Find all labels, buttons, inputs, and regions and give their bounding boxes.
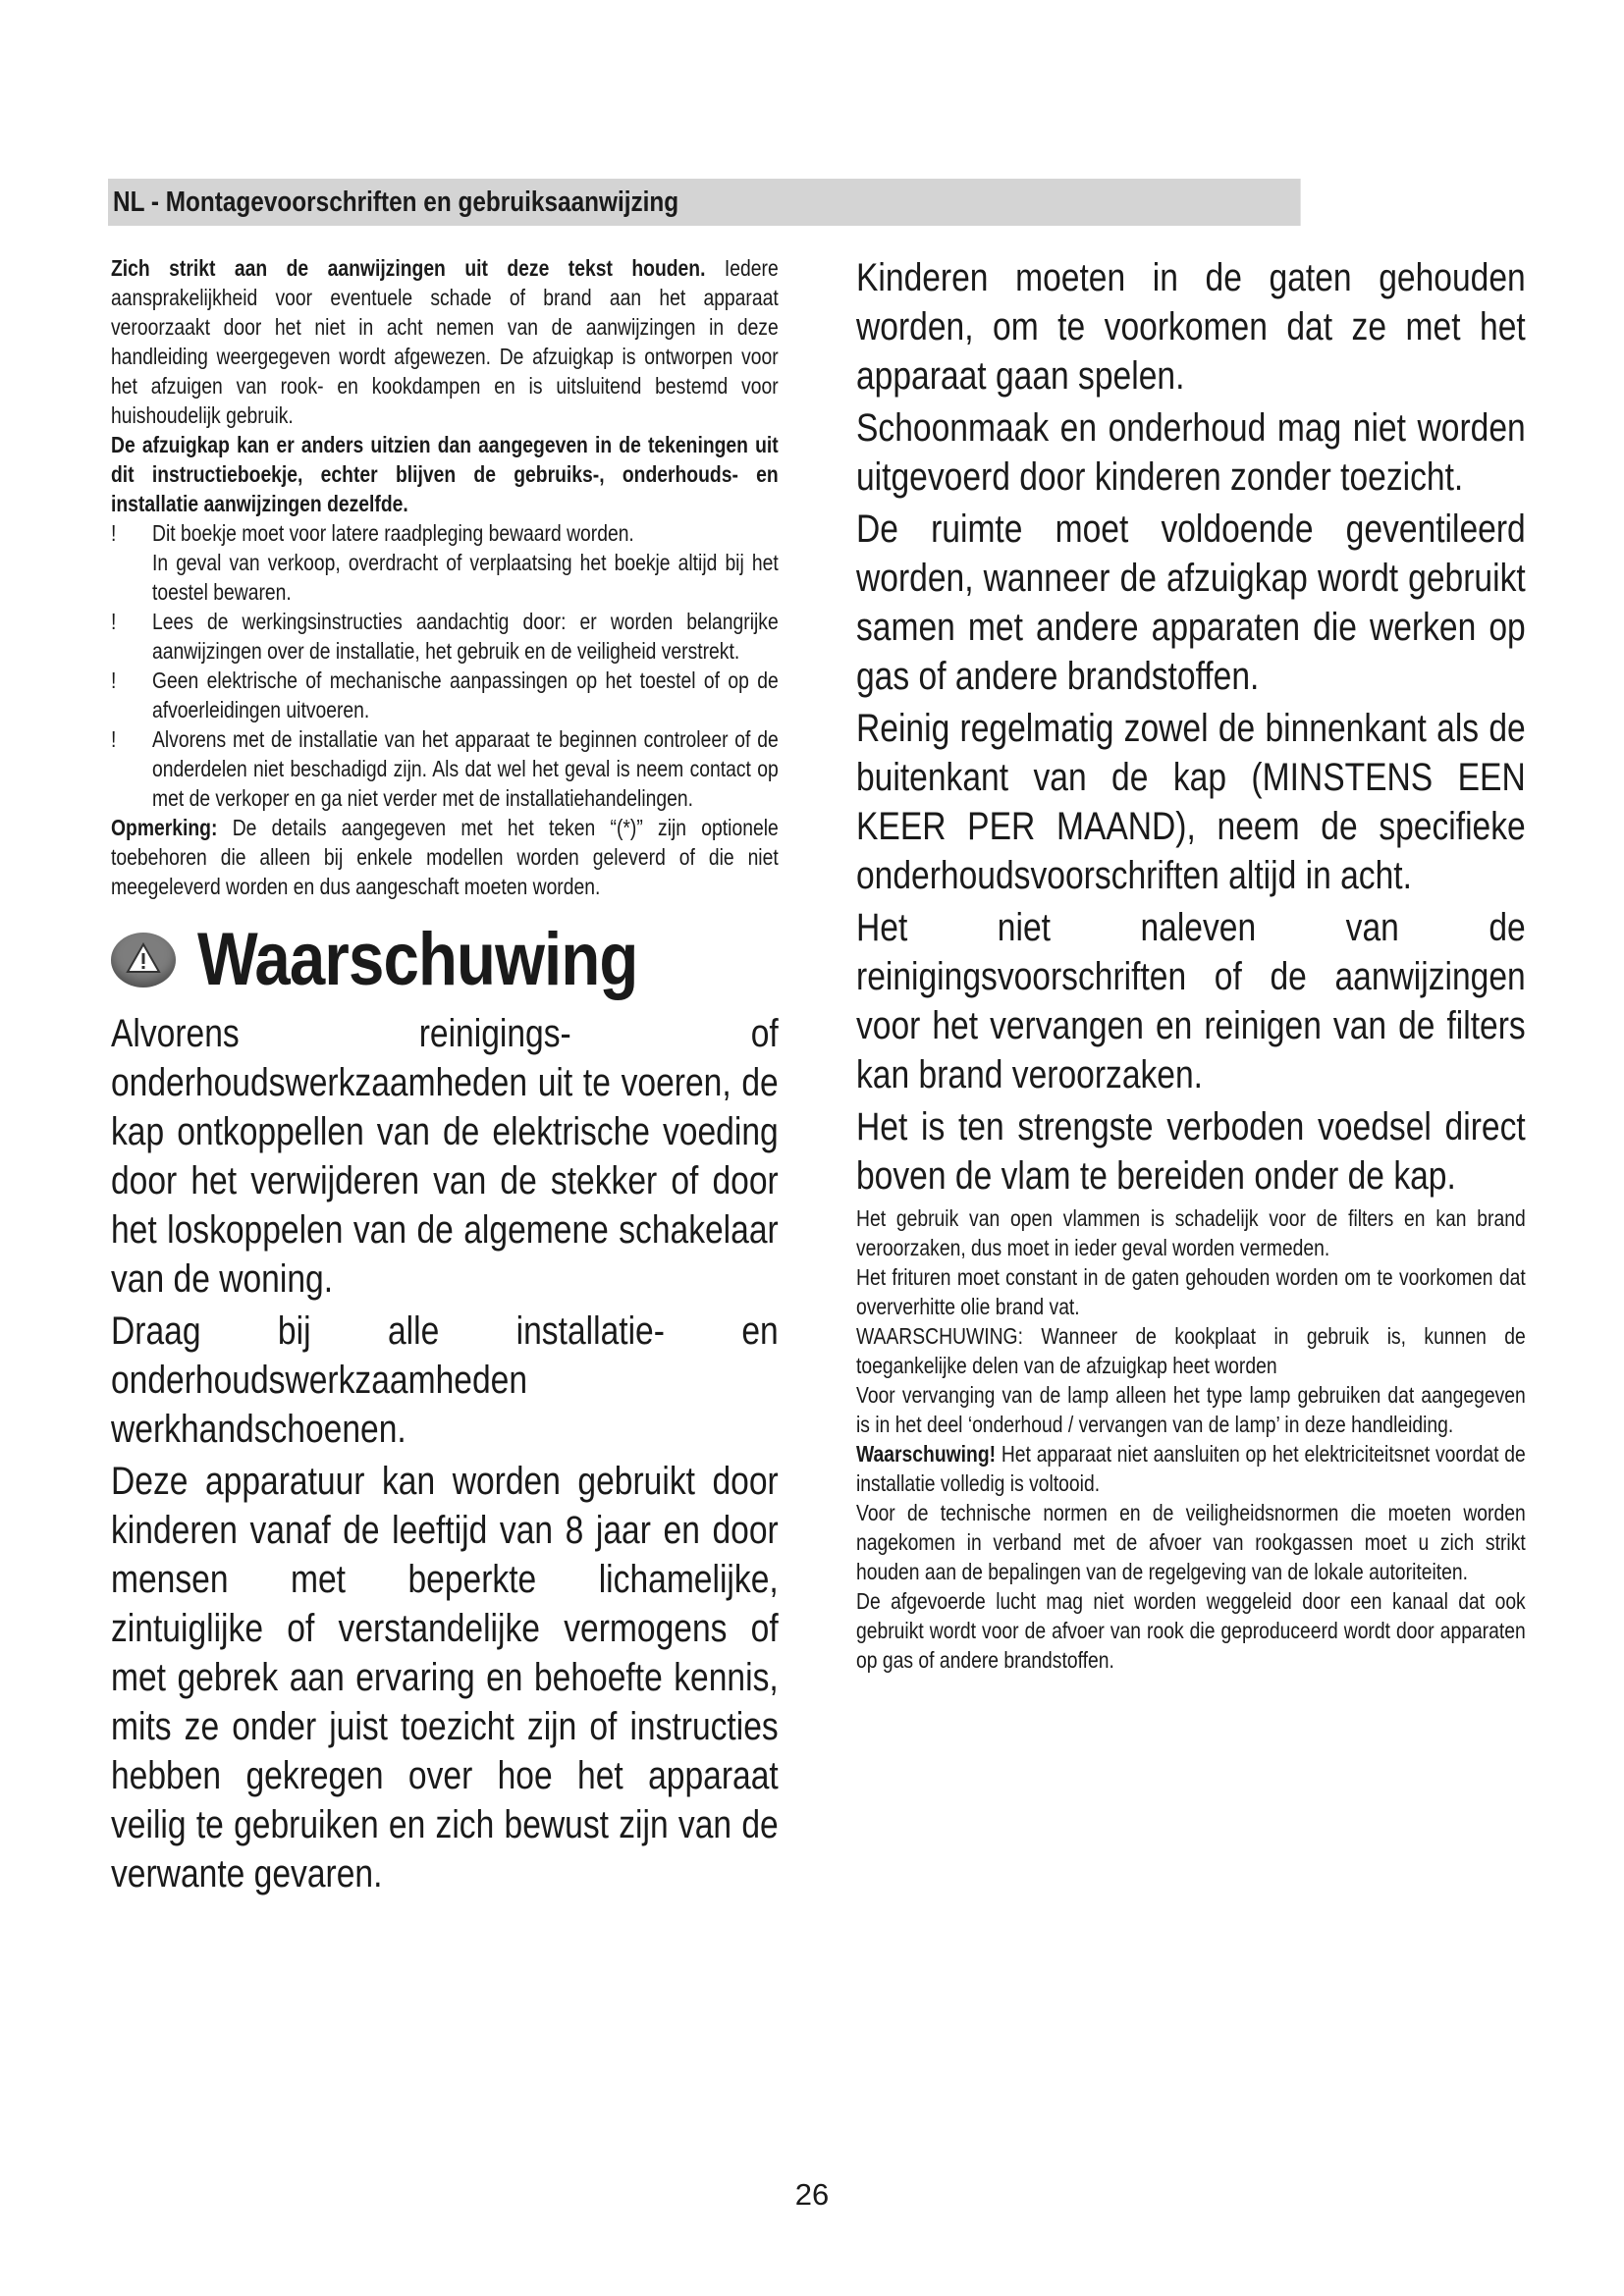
note-text: De details aangegeven met het teken “(*)” zijn optionele toebehoren die alleen bij enkele modellen worden geleverd of die niet meegeleverd worden en dus aangeschaft moeten worden. xyxy=(111,815,779,899)
page-number: 26 xyxy=(794,2177,830,2212)
bullet-item xyxy=(111,724,779,813)
bullet-text: Geen elektrische of mechanische aanpassingen op het toestel of op de afvoerleidingen uitvoeren. xyxy=(152,667,779,722)
large-paragraph: Kinderen moeten in de gaten gehouden worden, om te voorkomen dat ze met het apparaat gaan spelen. xyxy=(856,256,1526,398)
bold-paragraph: De afzuigkap kan er anders uitzien dan aangegeven in de tekeningen uit dit instructieboekje, echter blijven de gebruiks-, onderhouds- en installatie aanwijzingen dezelfde. xyxy=(111,432,779,516)
bullet-item xyxy=(111,607,779,666)
bullet-mark: ! xyxy=(111,667,117,693)
bullet-mark: ! xyxy=(111,726,117,752)
left-large-text xyxy=(111,1009,779,1898)
section-header xyxy=(108,179,1301,226)
small-paragraph: Voor vervanging van de lamp alleen het type lamp gebruiken dat aangegeven is in het deel ‘onderhoud / vervangen van de lamp’ in deze handleiding. xyxy=(856,1382,1526,1437)
right-column xyxy=(856,253,1526,1675)
small-paragraph xyxy=(856,1439,1526,1498)
bullet-item xyxy=(111,518,779,548)
note-paragraph xyxy=(111,813,779,901)
section-header-title: NL - Montagevoorschriften en gebruiksaanwijzing xyxy=(113,187,679,218)
small-paragraph: Voor de technische normen en de veiligheidsnormen die moeten worden nagekomen in verband met de afvoer van rookgassen moet u zich strikt houden aan de bepalingen van de regelgeving van de lokale autoriteiten. xyxy=(856,1500,1526,1584)
right-small-text xyxy=(856,1203,1526,1675)
small-paragraph: WAARSCHUWING: Wanneer de kookplaat in gebruik is, kunnen de toegankelijke delen van de afzuigkap heet worden xyxy=(856,1323,1526,1378)
large-paragraph: Schoonmaak en onderhoud mag niet worden uitgevoerd door kinderen zonder toezicht. xyxy=(856,406,1526,499)
warning-triangle-icon xyxy=(111,933,176,988)
large-paragraph: Het is ten strengste verboden voedsel direct boven de vlam te bereiden onder de kap. xyxy=(856,1105,1526,1198)
note-label: Opmerking: xyxy=(111,815,218,840)
warning-heading xyxy=(111,917,779,1003)
small-paragraph: Het gebruik van open vlammen is schadelijk voor de filters en kan brand veroorzaken, dus moet in ieder geval worden vermeden. xyxy=(856,1205,1526,1260)
left-column xyxy=(111,253,779,1901)
warning-label: Waarschuwing! xyxy=(856,1441,997,1467)
large-paragraph: Draag bij alle installatie- en onderhoudswerkzaamheden werkhandschoenen. xyxy=(111,1309,779,1451)
intro-paragraph xyxy=(111,253,779,430)
large-paragraph: Deze apparatuur kan worden gebruikt door kinderen vanaf de leeftijd van 8 jaar en door mensen met beperkte lichamelijke, zintuiglijke of verstandelijke vermogens of met gebrek aan ervaring en behoefte kennis, mits ze onder juist toezicht zijn of instructies hebben gekregen over hoe het apparaat veilig te gebruiken en zich bewust zijn van de verwante gevaren. xyxy=(111,1460,779,1896)
bullet-text: Alvorens met de installatie van het apparaat te beginnen controleer of de onderdelen niet beschadigd zijn. Als dat wel het geval is neem contact op met de verkoper en ga niet verder met de installatiehandelingen. xyxy=(152,726,779,811)
small-paragraph: Het frituren moet constant in de gaten gehouden worden om te voorkomen dat oververhitte olie brand vat. xyxy=(856,1264,1526,1319)
bullet-continuation: In geval van verkoop, overdracht of verplaatsing het boekje altijd bij het toestel bewaren. xyxy=(152,550,779,605)
large-paragraph: Het niet naleven van de reinigingsvoorschriften of de aanwijzingen voor het vervangen en reinigen van de filters kan brand veroorzaken. xyxy=(856,906,1526,1096)
small-paragraph: De afgevoerde lucht mag niet worden weggeleid door een kanaal dat ook gebruikt wordt voor de afvoer van rook die geproduceerd wordt door apparaten op gas of andere brandstoffen. xyxy=(856,1588,1526,1673)
intro-text: Iedere aansprakelijkheid voor eventuele schade of brand aan het apparaat veroorzaakt door het niet in acht nemen van de aanwijzingen in deze handleiding weergegeven wordt afgewezen. De afzuigkap is ontworpen voor het afzuigen van rook- en kookdampen en is uitsluitend bestemd voor huishoudelijk gebruik. xyxy=(111,255,779,428)
intro-bold: Zich strikt aan de aanwijzingen uit deze tekst houden. xyxy=(111,255,706,281)
left-small-text xyxy=(111,253,779,901)
bullet-text: Dit boekje moet voor latere raadpleging bewaard worden. xyxy=(152,520,634,546)
bullet-mark: ! xyxy=(111,520,117,546)
warning-title: Waarschuwing xyxy=(197,918,638,1001)
large-paragraph: De ruimte moet voldoende geventileerd worden, wanneer de afzuigkap wordt gebruikt samen met andere apparaten die werken op gas of andere brandstoffen. xyxy=(856,507,1526,698)
bullet-item xyxy=(111,666,779,724)
right-large-text xyxy=(856,253,1526,1201)
large-paragraph: Reinig regelmatig zowel de binnenkant als de buitenkant van de kap (MINSTENS EEN KEER PER MAAND), neem de specifieke onderhoudsvoorschriften altijd in acht. xyxy=(856,707,1526,897)
bullet-mark: ! xyxy=(111,609,117,634)
bullet-text: Lees de werkingsinstructies aandachtig door: er worden belangrijke aanwijzingen over de installatie, het gebruik en de veiligheid verstrekt. xyxy=(152,609,779,664)
large-paragraph: Alvorens reinigings- of onderhoudswerkzaamheden uit te voeren, de kap ontkoppellen van de elektrische voeding door het verwijderen van de stekker of door het loskoppelen van de algemene schakelaar van de woning. xyxy=(111,1012,779,1301)
warning-text: Het apparaat niet aansluiten op het elektriciteitsnet voordat de installatie volledig is voltooid. xyxy=(856,1441,1526,1496)
